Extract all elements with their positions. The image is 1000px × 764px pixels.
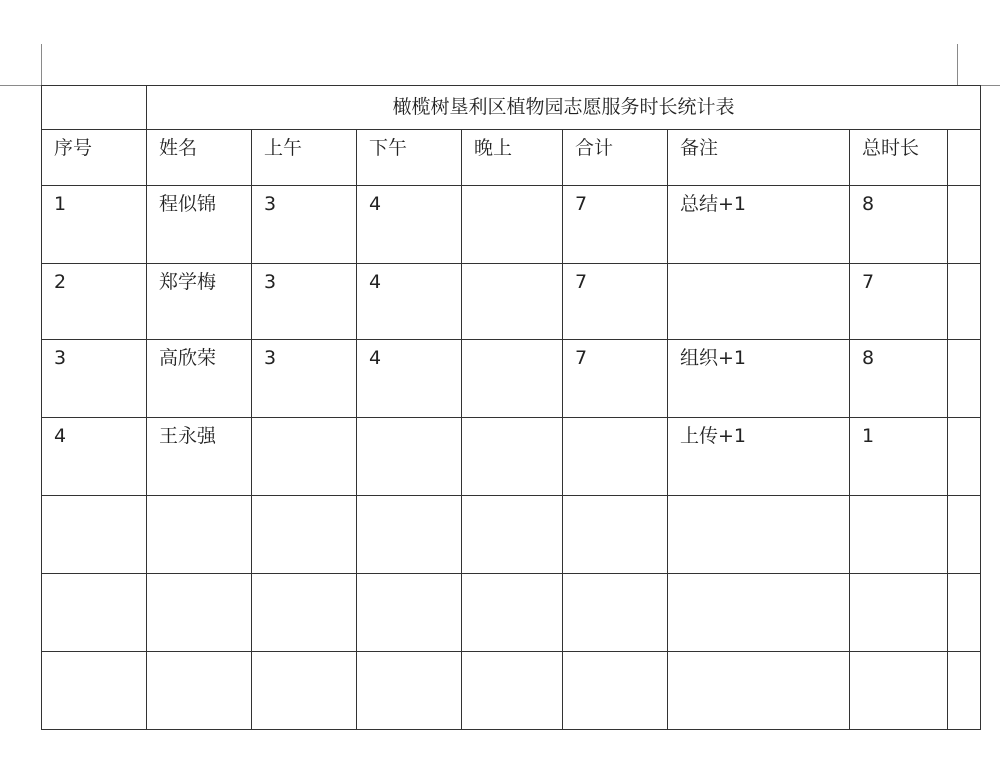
cell-text xyxy=(357,652,461,661)
table-cell[interactable] xyxy=(42,186,147,264)
table-cell[interactable] xyxy=(42,264,147,340)
cell-text: 上传+1 xyxy=(680,425,747,447)
cell-text xyxy=(357,496,461,505)
margin-corner-mark xyxy=(41,44,42,86)
cell-text xyxy=(563,496,667,505)
table-cell[interactable] xyxy=(252,496,357,574)
cell-text: 郑学梅 xyxy=(159,271,217,293)
table-cell[interactable] xyxy=(563,418,668,496)
cell-text: 4 xyxy=(369,271,382,293)
cell-text xyxy=(147,574,251,583)
table-cell[interactable] xyxy=(147,130,252,186)
table-row xyxy=(42,418,981,496)
table-cell[interactable] xyxy=(462,340,563,418)
cell-text xyxy=(252,574,356,583)
table-cell[interactable] xyxy=(147,496,252,574)
cell-text: 4 xyxy=(54,425,67,447)
cell-text: 上午 xyxy=(264,137,303,159)
table-cell-extra[interactable] xyxy=(948,340,981,418)
cell-text xyxy=(462,496,562,505)
table-cell[interactable] xyxy=(850,130,948,186)
cell-text: 4 xyxy=(369,193,382,215)
table-cell[interactable] xyxy=(42,86,147,130)
table-cell[interactable] xyxy=(252,130,357,186)
cell-text: 姓名 xyxy=(159,137,198,159)
cell-text xyxy=(42,652,146,661)
table-cell[interactable] xyxy=(357,130,462,186)
table-cell[interactable] xyxy=(563,186,668,264)
cell-text: 序号 xyxy=(54,137,93,159)
cell-text: 7 xyxy=(575,193,588,215)
table-cell[interactable] xyxy=(563,264,668,340)
cell-text: 王永强 xyxy=(159,425,217,447)
cell-text xyxy=(462,264,562,273)
table-cell-extra[interactable] xyxy=(948,130,981,186)
table-cell[interactable] xyxy=(42,418,147,496)
cell-text: 合计 xyxy=(575,137,614,159)
table-cell[interactable] xyxy=(462,264,563,340)
table-cell[interactable] xyxy=(462,652,563,730)
cell-text: 组织+1 xyxy=(680,347,747,369)
cell-text: 3 xyxy=(54,347,67,369)
table-header-row xyxy=(42,130,981,186)
table-cell[interactable] xyxy=(147,340,252,418)
cell-text: 8 xyxy=(862,347,875,369)
table-cell-extra[interactable] xyxy=(948,574,981,652)
table-cell[interactable] xyxy=(357,652,462,730)
cell-text xyxy=(850,574,947,583)
cell-text: 3 xyxy=(264,193,277,215)
table-cell[interactable] xyxy=(42,130,147,186)
cell-text: 3 xyxy=(264,271,277,293)
table-cell[interactable] xyxy=(668,574,850,652)
table-cell[interactable] xyxy=(850,496,948,574)
cell-text xyxy=(668,652,849,661)
table-title: 橄榄树垦利区植物园志愿服务时长统计表 xyxy=(392,96,735,118)
cell-text xyxy=(462,574,562,583)
cell-text xyxy=(462,652,562,661)
table-cell[interactable] xyxy=(462,496,563,574)
table-cell[interactable] xyxy=(563,574,668,652)
table-cell[interactable] xyxy=(252,186,357,264)
cell-text: 2 xyxy=(54,271,67,293)
volunteer-hours-table xyxy=(41,85,981,730)
table-cell[interactable] xyxy=(42,340,147,418)
cell-text xyxy=(850,652,947,661)
cell-text xyxy=(462,418,562,427)
table-cell[interactable] xyxy=(357,340,462,418)
margin-corner-mark xyxy=(0,85,42,86)
cell-text xyxy=(563,418,667,427)
table-row xyxy=(42,264,981,340)
table-row xyxy=(42,340,981,418)
cell-text xyxy=(668,264,849,273)
cell-text xyxy=(42,574,146,583)
cell-text: 4 xyxy=(369,347,382,369)
cell-text xyxy=(42,496,146,505)
cell-text xyxy=(252,652,356,661)
table-cell[interactable] xyxy=(252,264,357,340)
table-cell[interactable] xyxy=(563,652,668,730)
table-cell[interactable] xyxy=(850,574,948,652)
cell-text: 高欣荣 xyxy=(159,347,217,369)
table-title-row xyxy=(42,86,981,130)
table-cell[interactable] xyxy=(147,186,252,264)
table-cell[interactable] xyxy=(147,418,252,496)
table-cell[interactable] xyxy=(357,418,462,496)
table-cell[interactable] xyxy=(357,574,462,652)
cell-text: 7 xyxy=(862,271,875,293)
cell-text xyxy=(668,496,849,505)
cell-text xyxy=(462,340,562,349)
cell-text: 下午 xyxy=(369,137,408,159)
cell-text: 1 xyxy=(54,193,67,215)
table-cell[interactable] xyxy=(462,130,563,186)
table-cell[interactable] xyxy=(668,130,850,186)
cell-text xyxy=(462,186,562,195)
cell-text: 1 xyxy=(862,425,875,447)
table-cell[interactable] xyxy=(357,264,462,340)
table-cell[interactable] xyxy=(252,574,357,652)
table-row xyxy=(42,186,981,264)
table-cell[interactable] xyxy=(147,264,252,340)
table-cell[interactable] xyxy=(252,340,357,418)
cell-text: 总时长 xyxy=(862,137,920,159)
cell-text: 7 xyxy=(575,347,588,369)
table-row xyxy=(42,652,981,730)
cell-text xyxy=(357,418,461,427)
table-cell[interactable] xyxy=(850,652,948,730)
table-cell[interactable] xyxy=(563,340,668,418)
cell-text xyxy=(850,496,947,505)
cell-text: 总结+1 xyxy=(680,193,747,215)
table-cell[interactable] xyxy=(357,496,462,574)
cell-text: 7 xyxy=(575,271,588,293)
cell-text xyxy=(563,574,667,583)
table-cell[interactable] xyxy=(668,652,850,730)
table-cell[interactable] xyxy=(462,186,563,264)
cell-text: 程似锦 xyxy=(159,193,217,215)
table-cell[interactable] xyxy=(850,418,948,496)
table-cell[interactable] xyxy=(668,418,850,496)
table-cell[interactable] xyxy=(42,496,147,574)
cell-text: 备注 xyxy=(680,137,719,159)
cell-text: 3 xyxy=(264,347,277,369)
table-cell-extra[interactable] xyxy=(948,186,981,264)
table-cell[interactable] xyxy=(462,574,563,652)
cell-text xyxy=(563,652,667,661)
cell-text xyxy=(147,496,251,505)
cell-text xyxy=(147,652,251,661)
table-row xyxy=(42,574,981,652)
table-cell-extra[interactable] xyxy=(948,496,981,574)
table-cell[interactable] xyxy=(147,652,252,730)
table-cell[interactable] xyxy=(850,186,948,264)
table-cell[interactable] xyxy=(850,340,948,418)
table-cell[interactable] xyxy=(357,186,462,264)
table-cell[interactable] xyxy=(42,652,147,730)
table-cell[interactable] xyxy=(850,264,948,340)
table-cell[interactable] xyxy=(668,340,850,418)
table-cell[interactable] xyxy=(462,418,563,496)
cell-text xyxy=(252,418,356,427)
table-title-cell[interactable] xyxy=(147,86,981,130)
table-row xyxy=(42,496,981,574)
margin-corner-mark xyxy=(957,44,958,86)
table-cell[interactable] xyxy=(668,186,850,264)
table-cell[interactable] xyxy=(668,264,850,340)
table-cell[interactable] xyxy=(668,496,850,574)
cell-text: 晚上 xyxy=(474,137,513,159)
cell-text xyxy=(668,574,849,583)
table-cell[interactable] xyxy=(42,574,147,652)
cell-text: 8 xyxy=(862,193,875,215)
table-cell[interactable] xyxy=(147,574,252,652)
cell-text xyxy=(357,574,461,583)
table-cell-extra[interactable] xyxy=(948,652,981,730)
table-cell[interactable] xyxy=(563,496,668,574)
table-cell-extra[interactable] xyxy=(948,418,981,496)
cell-text xyxy=(252,496,356,505)
table-cell[interactable] xyxy=(252,652,357,730)
table-cell-extra[interactable] xyxy=(948,264,981,340)
table-cell[interactable] xyxy=(563,130,668,186)
table-cell[interactable] xyxy=(252,418,357,496)
